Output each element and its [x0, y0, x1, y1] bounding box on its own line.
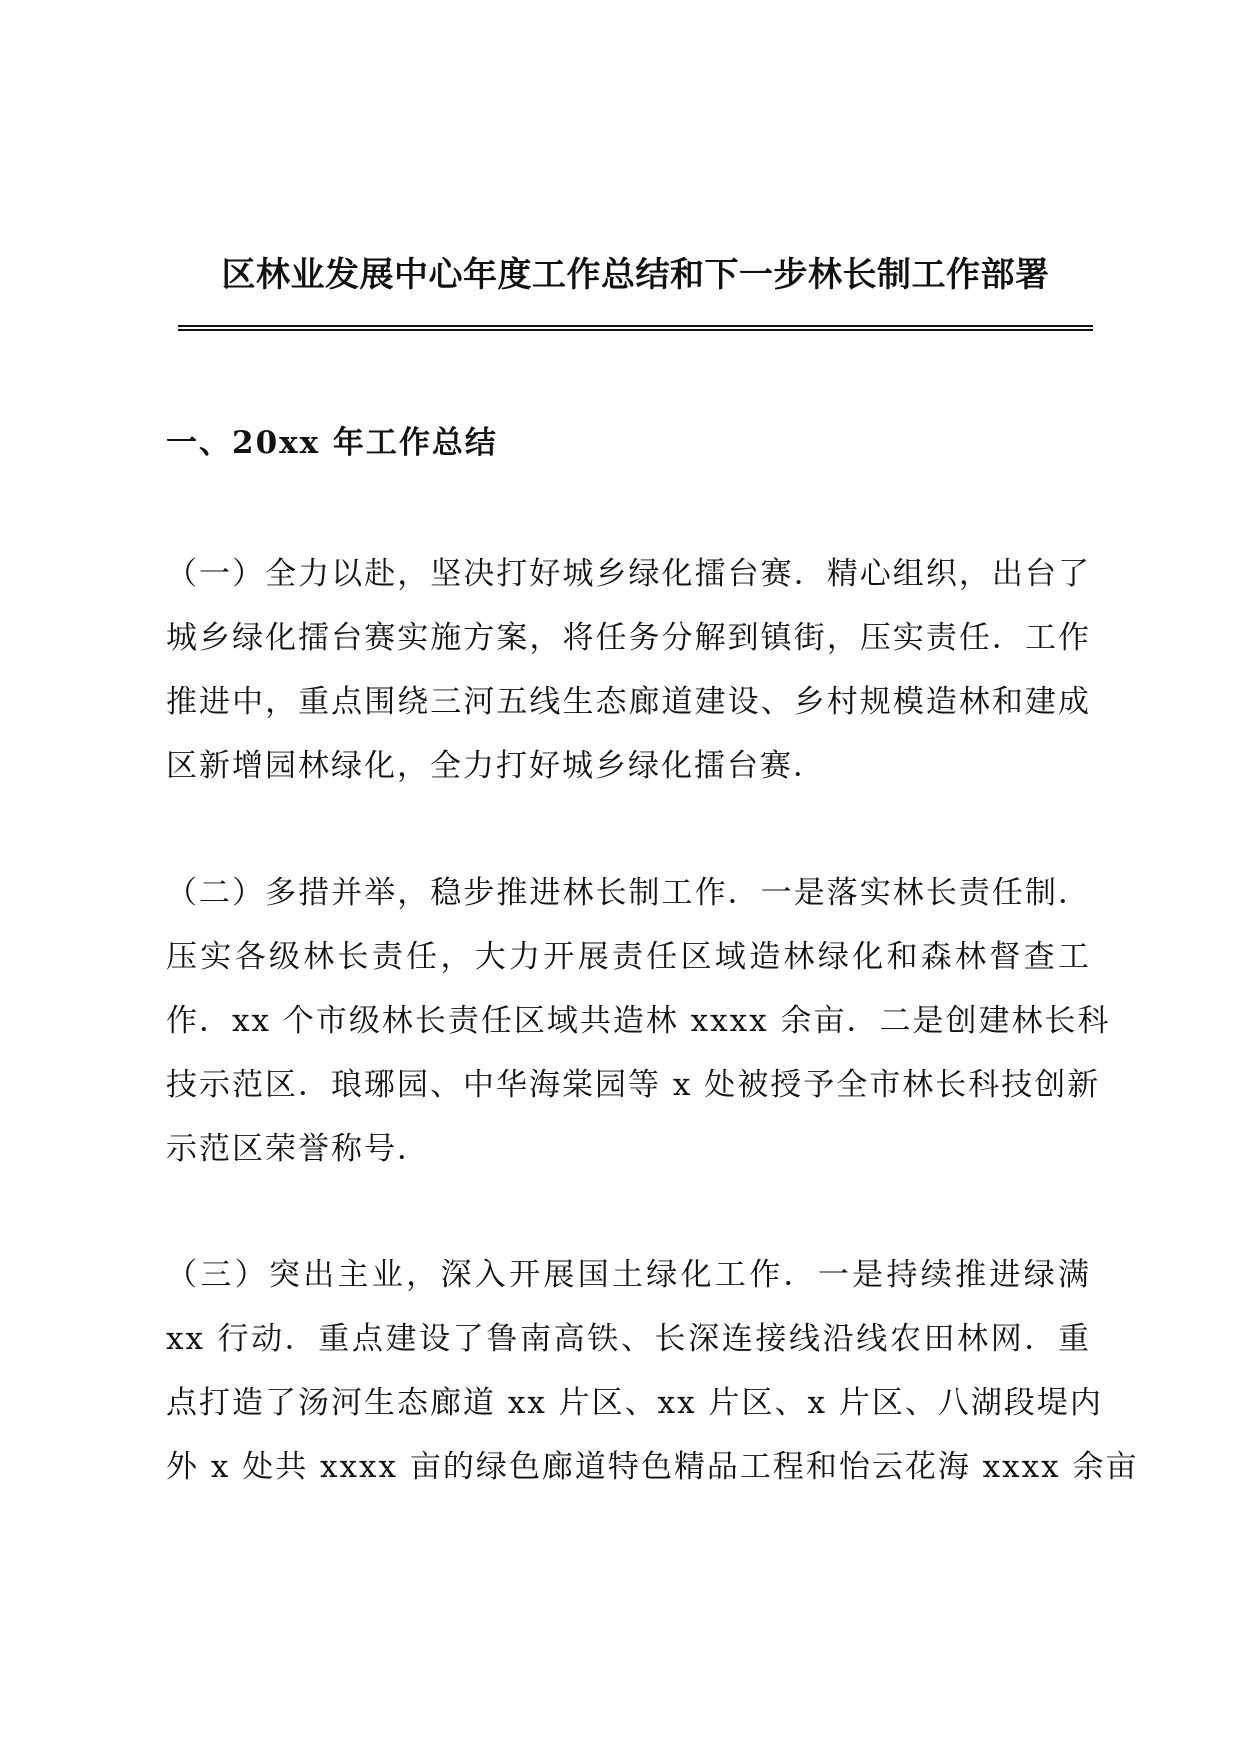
paragraph-1 — [166, 542, 1091, 798]
document-title: 区林业发展中心年度工作总结和下一步林长制工作部署 — [221, 255, 1050, 295]
paragraph-line: 作．xx 个市级林长责任区域共造林 xxxx 余亩．二是创建林长科 — [166, 1003, 1111, 1039]
paragraph-3 — [166, 1243, 1139, 1499]
paragraph-line: 示范区荣誉称号． — [166, 1131, 430, 1167]
paragraph-line: （一）全力以赴，坚决打好城乡绿化擂台赛．精心组织，出台了 — [166, 556, 1091, 592]
paragraph-line: 区新增园林绿化，全力打好城乡绿化擂台赛． — [166, 748, 826, 784]
paragraph-line: 城乡绿化擂台赛实施方案，将任务分解到镇街，压实责任．工作 — [166, 620, 1091, 656]
paragraph-line: （三）突出主业，深入开展国土绿化工作．一是持续推进绿满 — [166, 1257, 1091, 1293]
title-double-rule — [178, 325, 1093, 331]
section-heading: 一、20xx 年工作总结 — [166, 425, 498, 461]
paragraph-line: （二）多措并举，稳步推进林长制工作．一是落实林长责任制． — [166, 875, 1091, 911]
paragraph-line: 压实各级林长责任，大力开展责任区域造林绿化和森林督查工 — [166, 939, 1091, 975]
paragraph-line: 点打造了汤河生态廊道 xx 片区、xx 片区、x 片区、八湖段堤内 — [166, 1385, 1103, 1421]
paragraph-2 — [166, 861, 1111, 1181]
paragraph-line: xx 行动．重点建设了鲁南高铁、长深连接线沿线农田林网．重 — [166, 1321, 1091, 1357]
paragraph-line: 外 x 处共 xxxx 亩的绿色廊道特色精品工程和怡云花海 xxxx 余亩 — [166, 1449, 1139, 1485]
paragraph-line: 推进中，重点围绕三河五线生态廊道建设、乡村规模造林和建成 — [166, 684, 1091, 720]
paragraph-line: 技示范区．琅琊园、中华海棠园等 x 处被授予全市林长科技创新 — [166, 1067, 1101, 1103]
